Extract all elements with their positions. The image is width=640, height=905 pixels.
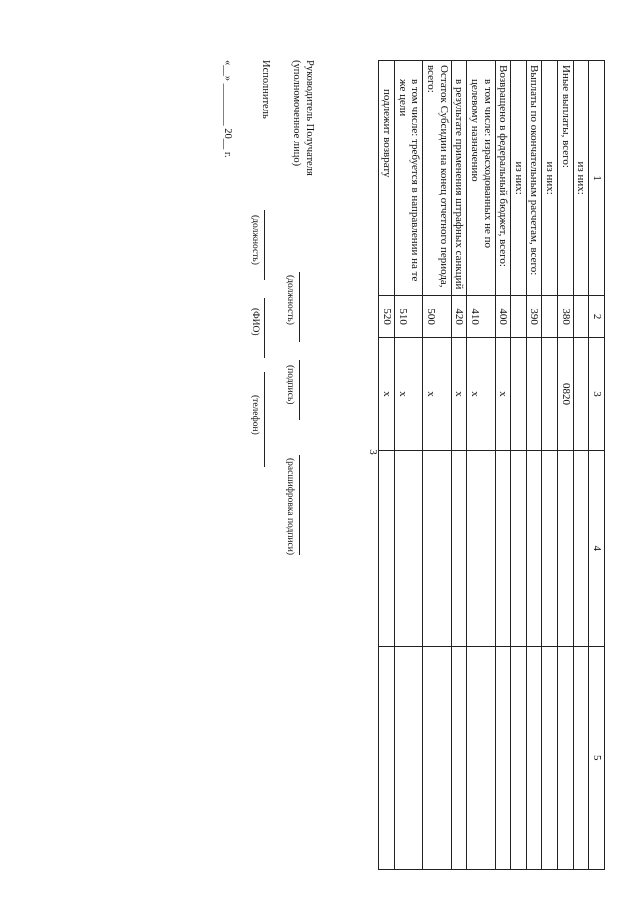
exec-position-line [264,210,265,280]
row-col-3 [542,338,558,451]
row-code: 510 [395,296,423,338]
row-col-4 [451,450,467,646]
row-col-4 [558,450,574,646]
row-col-3: x [423,338,451,451]
row-code [511,296,527,338]
row-code: 500 [423,296,451,338]
row-label: из них: [542,61,558,296]
row-code: 380 [558,296,574,338]
table-row [511,61,527,870]
row-col-3: x [495,338,511,451]
header-col-1: 1 [589,61,605,296]
row-col-5 [379,646,395,870]
row-col-5 [423,646,451,870]
row-col-4 [395,450,423,646]
row-col-5 [511,646,527,870]
row-code: 420 [451,296,467,338]
row-label: Возвращено в федеральный бюджет, всего: [495,61,511,296]
caption-exec-position: (должность) [250,215,260,265]
executor-label: Исполнитель [260,60,271,119]
row-code [542,296,558,338]
row-code: 400 [495,296,511,338]
table-row [451,61,467,870]
page-number: 3 [366,449,379,455]
row-col-4 [511,450,527,646]
row-label: подлежит возврату [379,61,395,296]
row-col-5 [395,646,423,870]
row-col-5 [451,646,467,870]
row-col-3 [511,338,527,451]
head-label: Руководитель Получателя [304,60,315,176]
header-col-2: 2 [589,296,605,338]
table-row [542,61,558,870]
table-row [379,61,395,870]
row-col-3: x [451,338,467,451]
row-code [573,296,589,338]
header-col-5: 5 [589,646,605,870]
row-label: Выплаты по окончательным расчетам, всего: [526,61,542,296]
row-code: 390 [526,296,542,338]
table-row [558,61,574,870]
signature-line [299,360,300,420]
row-col-4 [495,450,511,646]
row-col-3 [573,338,589,451]
row-col-5 [558,646,574,870]
row-col-4 [542,450,558,646]
row-col-5 [573,646,589,870]
date-line: «__» ________ 20__ г. [222,60,233,158]
position-line [299,272,300,342]
row-label: из них: [511,61,527,296]
table-row [467,61,495,870]
row-col-5 [542,646,558,870]
row-col-4 [526,450,542,646]
row-label: в результате применения штрафных санкций [451,61,467,296]
head-label-2: (уполномоченное лицо) [291,60,302,167]
row-code: 520 [379,296,395,338]
table-row [573,61,589,870]
header-col-3: 3 [589,338,605,451]
row-col-4 [573,450,589,646]
fio-line [264,298,265,358]
row-col-3: x [379,338,395,451]
row-col-3: x [395,338,423,451]
table-row [423,61,451,870]
caption-signature: (подпись) [285,365,295,405]
row-label: в том числе: требуется в направлении на те же цели [395,61,423,296]
row-col-5 [467,646,495,870]
row-label: из них: [573,61,589,296]
table-row [395,61,423,870]
caption-position: (должность) [285,275,295,325]
caption-fio: (ФИО) [250,308,260,336]
report-table [378,60,605,870]
row-col-4 [423,450,451,646]
rotated-document [45,60,605,880]
row-label: в том числе: израсходованных не по целевому назначению [467,61,495,296]
table-row [526,61,542,870]
decode-line [299,455,300,555]
phone-line [264,372,265,467]
caption-decode: (расшифровка подписи) [285,458,295,555]
row-col-4 [379,450,395,646]
row-col-3 [526,338,542,451]
table-row [495,61,511,870]
row-code: 410 [467,296,495,338]
header-row [589,61,605,870]
row-col-5 [495,646,511,870]
row-col-3: x [467,338,495,451]
row-label: Остаток Субсидии на конец отчетного периода, всего: [423,61,451,296]
row-col-3: 0820 [558,338,574,451]
row-col-4 [467,450,495,646]
header-col-4: 4 [589,450,605,646]
caption-phone: (телефон) [250,395,260,435]
row-label: Иные выплаты, всего: [558,61,574,296]
row-col-5 [526,646,542,870]
